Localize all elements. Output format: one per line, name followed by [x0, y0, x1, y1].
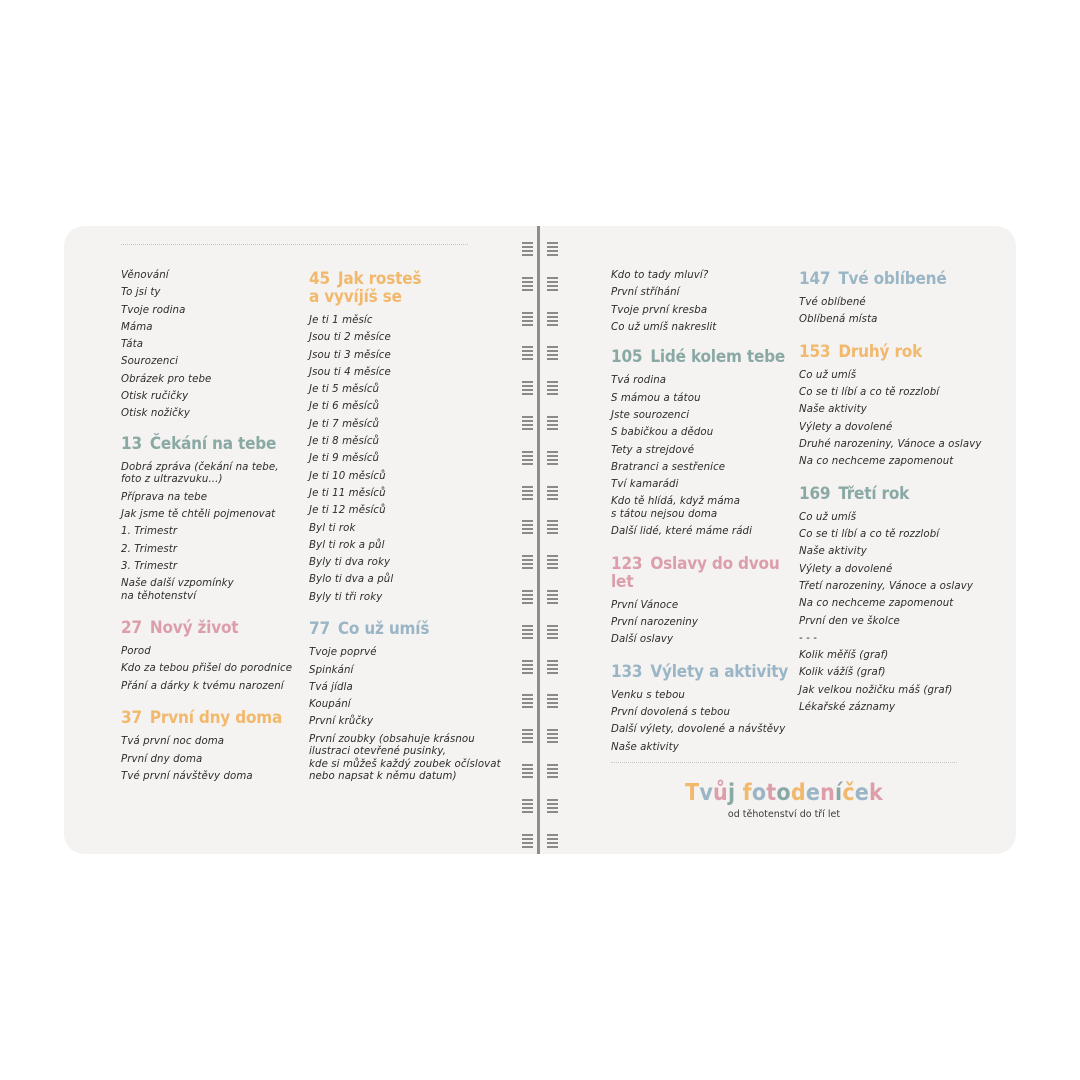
list-item: První stříhání — [611, 287, 680, 299]
list-item: Bylo ti dva a půl — [309, 574, 394, 586]
section-133 — [611, 663, 791, 681]
list-item: Naše další vzpomínky na těhotenství — [121, 578, 234, 602]
section-105 — [611, 348, 791, 366]
spiral-ring — [520, 555, 560, 569]
brand-title-letter: d — [790, 780, 806, 806]
section-45-list — [309, 315, 509, 604]
section-123-list — [611, 600, 791, 647]
toc-column-2 — [309, 270, 509, 789]
list-item: Táta — [121, 339, 144, 351]
list-item: První den ve školce — [799, 615, 900, 627]
list-item: Koupání — [309, 699, 351, 711]
list-item: Jsou ti 2 měsíce — [309, 332, 391, 344]
brand-title-letter: ů — [713, 780, 728, 806]
section-45 — [309, 270, 509, 306]
list-item: Dobrá zpráva (čekání na tebe, foto z ultrazvuku...) — [121, 461, 279, 486]
brand-title-letter: T — [684, 780, 700, 806]
section-title: 37 První dny doma — [121, 708, 283, 729]
brand-title-letter: j — [727, 780, 736, 806]
spiral-ring — [520, 312, 560, 326]
section-title: 147 Tvé oblíbené — [799, 269, 947, 289]
list-item: Tvoje rodina — [121, 304, 186, 316]
section-27 — [121, 619, 296, 637]
list-item: Spinkání — [309, 664, 354, 676]
brand-title-letter: í — [835, 780, 843, 806]
list-item: Co už umíš — [799, 511, 857, 523]
list-item: Byl ti rok a půl — [309, 539, 385, 551]
section-title: 77 Co už umíš — [309, 619, 430, 640]
section-153 — [799, 343, 999, 361]
toc-column-3 — [611, 270, 791, 759]
list-item: Otisk nožičky — [121, 408, 190, 420]
list-item: Kdo za tebou přišel do porodnice — [121, 663, 293, 675]
spiral-binding — [520, 226, 560, 854]
list-item: Tvá jídla — [309, 681, 353, 693]
list-item: Je ti 8 měsíců — [309, 436, 380, 448]
list-item: Tvé první návštěvy doma — [121, 770, 253, 782]
list-item: Je ti 12 měsíců — [309, 505, 386, 517]
list-item: První narozeniny — [611, 617, 698, 629]
list-item: Kolik měříš (graf) — [799, 650, 889, 662]
list-item: Je ti 1 měsíc — [309, 315, 373, 326]
list-item: Naše aktivity — [611, 741, 679, 753]
section-title: 45 Jak rosteš a vyvíjíš se — [309, 269, 422, 307]
section-37 — [121, 709, 296, 727]
spiral-ring — [520, 486, 560, 500]
brand-title-letter: o — [776, 780, 791, 806]
section-105-list — [611, 375, 791, 538]
list-item: Výlety a dovolené — [799, 563, 893, 575]
list-item: Je ti 6 měsíců — [309, 401, 380, 413]
list-item: Co se ti líbí a co tě rozzlobí — [799, 387, 940, 399]
list-item: Bratranci a sestřenice — [611, 461, 726, 473]
list-item: První dovolená s tebou — [611, 707, 731, 719]
list-item: 3. Trimestr — [121, 560, 178, 572]
section-123 — [611, 555, 791, 591]
list-item: Lékařské záznamy — [799, 702, 896, 714]
list-item: To jsi ty — [121, 287, 161, 299]
list-item: Tvoje první kresba — [611, 304, 708, 316]
list-item: S babičkou a dědou — [611, 427, 714, 439]
list-item: Sourozenci — [121, 356, 179, 368]
section-title: 169 Třetí rok — [799, 483, 910, 504]
list-item: Přání a dárky k tvému narození — [121, 680, 284, 692]
intro-list — [121, 270, 296, 421]
section-title: 105 Lidé kolem tebe — [611, 347, 786, 368]
list-item: Byl ti rok — [309, 522, 356, 534]
list-item: Věnování — [121, 270, 169, 281]
brand-block — [611, 780, 957, 820]
spiral-ring — [520, 416, 560, 430]
spiral-ring — [520, 660, 560, 674]
list-item: Je ti 5 měsíců — [309, 384, 380, 396]
list-item: Tví kamarádi — [611, 479, 679, 491]
brand-title-letter: e — [805, 780, 821, 806]
list-item: Co už umíš nakreslit — [611, 321, 717, 333]
top-dotted-divider — [121, 244, 468, 245]
spiral-ring — [520, 729, 560, 743]
spiral-ring — [520, 242, 560, 256]
section-133-list — [611, 690, 791, 754]
spiral-ring — [520, 451, 560, 465]
section-169-list — [799, 512, 999, 715]
section-37-list — [121, 736, 296, 783]
brand-subtitle: od těhotenství do tří let — [727, 809, 841, 820]
section-27-list — [121, 646, 296, 693]
spiral-ring — [520, 625, 560, 639]
brand-title-letter: v — [699, 780, 714, 806]
list-item: Tvoje poprvé — [309, 647, 377, 659]
list-item: S mámou a tátou — [611, 392, 701, 404]
list-item: Naše aktivity — [799, 404, 867, 416]
list-item: Porod — [121, 646, 151, 658]
list-item: Jsou ti 4 měsíce — [309, 366, 391, 378]
list-item: 1. Trimestr — [121, 526, 178, 538]
brand-title-letter: k — [869, 780, 883, 806]
list-item: Je ti 7 měsíců — [309, 418, 380, 430]
brand-title-letter: n — [820, 780, 836, 806]
list-item: První dny doma — [121, 753, 203, 765]
list-item: Venku s tebou — [611, 689, 685, 701]
list-item: Jsou ti 3 měsíce — [309, 349, 391, 361]
brand-title-letter: t — [766, 780, 777, 806]
spiral-ring — [520, 590, 560, 604]
spiral-ring — [520, 277, 560, 291]
list-item: První zoubky (obsahuje krásnou ilustraci otevřené pusinky, kde si můžeš každý zoubek očíslovat nebo napsat k němu datum) — [309, 733, 501, 783]
brand-title — [611, 780, 957, 806]
list-item: Co se ti líbí a co tě rozzlobí — [799, 529, 940, 541]
list-item: Byly ti dva roky — [309, 557, 391, 569]
list-item: Máma — [121, 321, 153, 333]
list-item: Naše aktivity — [799, 546, 867, 558]
section-title: 27 Nový život — [121, 618, 239, 639]
brand-title-letter: f — [742, 780, 752, 806]
brand-title-letter: e — [854, 780, 870, 806]
toc-column-1 — [121, 270, 296, 788]
list-item: Příprava na tebe — [121, 491, 208, 503]
spiral-ring — [520, 381, 560, 395]
list-item: První Vánoce — [611, 599, 679, 611]
brand-dotted-divider — [611, 762, 957, 763]
brand-title-letter: č — [842, 780, 855, 806]
list-item: Otisk ručičky — [121, 391, 189, 403]
section-title: 153 Druhý rok — [799, 341, 923, 362]
section-title: 133 Výlety a aktivity — [611, 661, 789, 682]
spiral-ring — [520, 834, 560, 848]
section-13 — [121, 435, 296, 453]
list-item: První krůčky — [309, 716, 374, 728]
list-item: Je ti 11 měsíců — [309, 487, 386, 499]
section-153-list — [799, 370, 999, 469]
section-147-list — [799, 297, 999, 327]
list-item: Tvá rodina — [611, 375, 667, 387]
spiral-ring — [520, 346, 560, 360]
list-item: Jak jsme tě chtěli pojmenovat — [121, 508, 276, 520]
section-title: 123 Oslavy do dvou let — [611, 553, 780, 592]
list-item: Výlety a dovolené — [799, 421, 893, 433]
list-item: Další oslavy — [611, 634, 674, 646]
list-item: Kdo tě hlídá, když máma s tátou nejsou doma — [611, 496, 741, 520]
intro-list — [611, 270, 791, 334]
brand-title-letter: o — [751, 780, 767, 806]
list-item: Tety a strejdové — [611, 444, 695, 456]
section-77-list — [309, 647, 509, 783]
list-item: Další lidé, které máme rádi — [611, 526, 753, 538]
list-item: Kdo to tady mluví? — [611, 270, 709, 281]
brand-title-letter — [735, 780, 742, 806]
list-item: 2. Trimestr — [121, 543, 178, 555]
spiral-ring — [520, 764, 560, 778]
section-77 — [309, 620, 509, 638]
list-item: Tvé oblíbené — [799, 297, 866, 308]
section-13-list — [121, 462, 296, 603]
section-title: 13 Čekání na tebe — [121, 433, 277, 454]
list-item: - - - — [799, 632, 818, 644]
spiral-ring — [520, 694, 560, 708]
list-item: Obrázek pro tebe — [121, 373, 212, 385]
list-item: Kolik vážíš (graf) — [799, 667, 886, 679]
list-item: Tvá první noc doma — [121, 736, 225, 748]
list-item: Na co nechceme zapomenout — [799, 456, 954, 468]
list-item: Co už umíš — [799, 369, 857, 381]
list-item: Na co nechceme zapomenout — [799, 598, 954, 610]
spiral-ring — [520, 799, 560, 813]
list-item: Další výlety, dovolené a návštěvy — [611, 724, 786, 736]
list-item: Je ti 9 měsíců — [309, 453, 380, 465]
list-item: Třetí narozeniny, Vánoce a oslavy — [799, 580, 973, 592]
section-169 — [799, 485, 999, 503]
spiral-ring — [520, 520, 560, 534]
toc-column-4 — [799, 270, 999, 719]
list-item: Druhé narozeniny, Vánoce a oslavy — [799, 438, 982, 450]
list-item: Oblíbená místa — [799, 314, 878, 326]
list-item: Byly ti tři roky — [309, 591, 383, 603]
list-item: Je ti 10 měsíců — [309, 470, 386, 482]
list-item: Jak velkou nožičku máš (graf) — [799, 684, 953, 696]
section-147 — [799, 270, 999, 288]
list-item: Jste sourozenci — [611, 409, 690, 421]
